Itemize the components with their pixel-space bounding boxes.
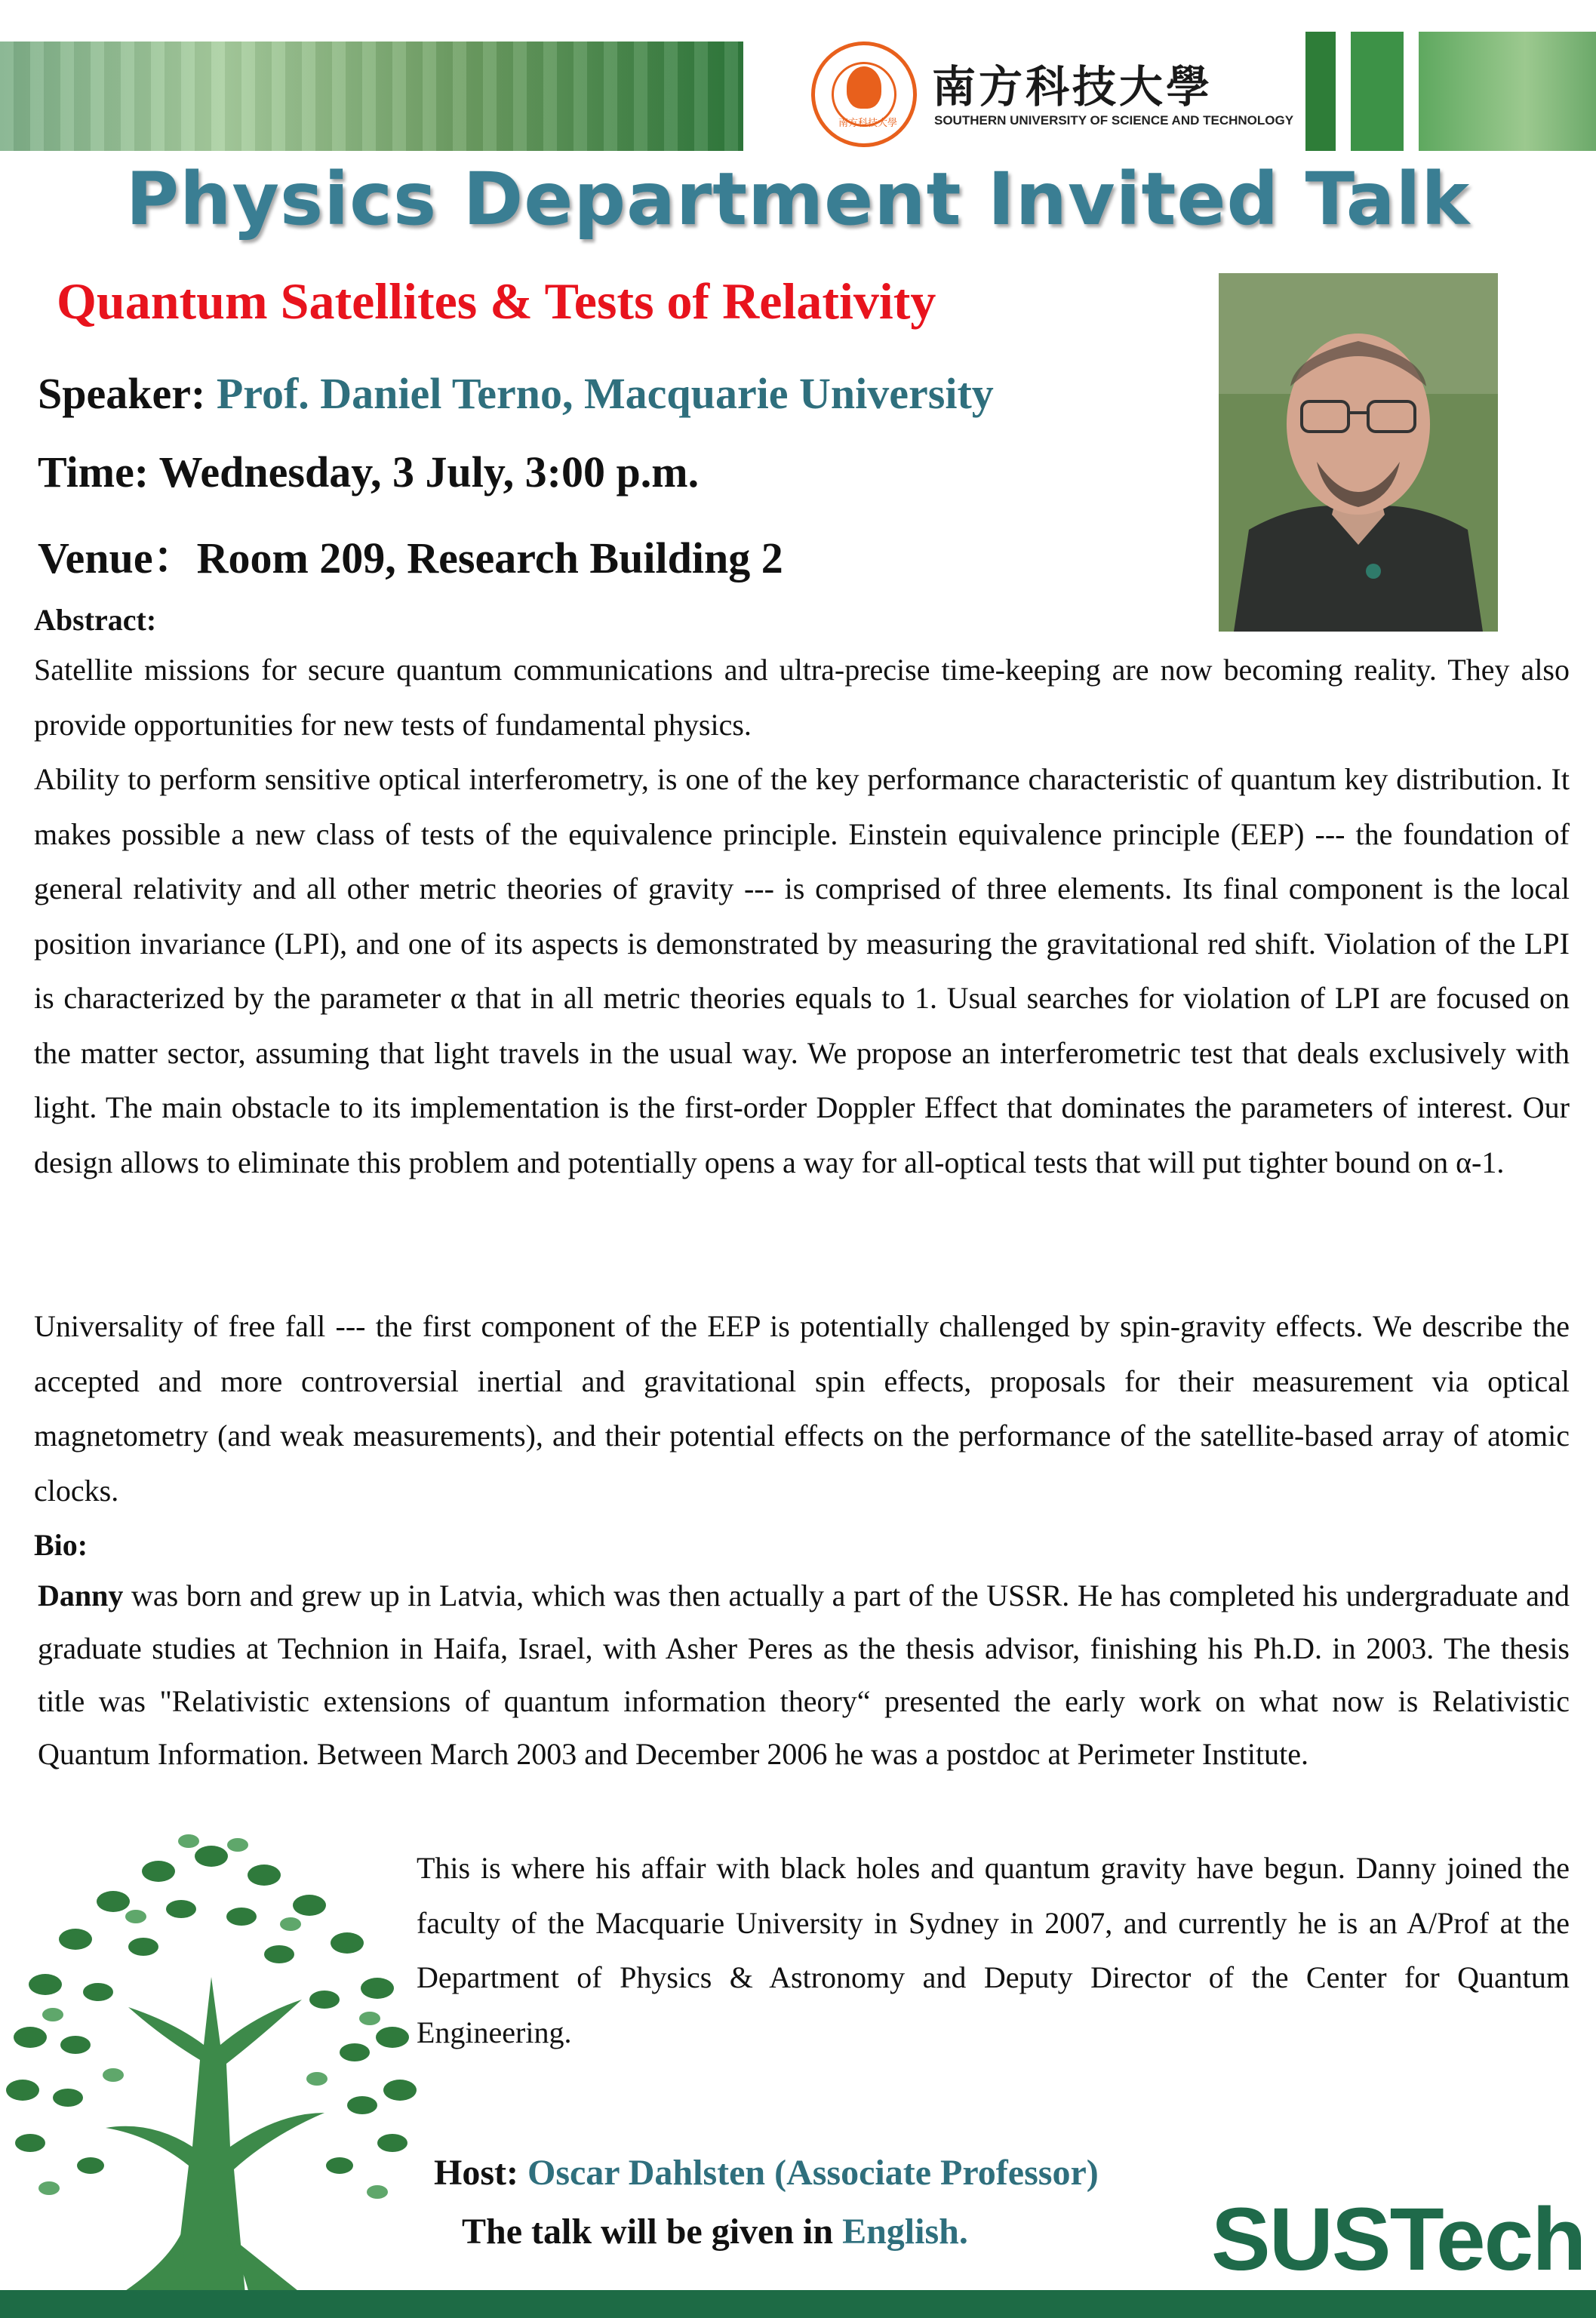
language-value: English. [842,2212,968,2252]
bio-heading: Bio: [34,1528,88,1562]
seal-text: 南方科技大學 [838,118,897,129]
speaker-label: Speaker: [38,369,206,418]
time-value: Wednesday, 3 July, 3:00 p.m. [158,447,700,496]
bio-text: was born and grew up in Latvia, which was then actually a part of the USSR. He has completed his undergraduate and graduate studies at Technion in Haifa, Israel, with Asher Peres as the thesis advisor, finishing his Ph.D. in 2003. The thesis title was "Relativistic extensions of quantum information theory“ presented the early work on what now is Relativistic Quantum Information. Between March 2003 and December 2006 he was a postdoc at Perimeter Institute. [38,1579,1570,1771]
university-seal-logo [811,42,917,147]
header-banner-right [1419,32,1596,151]
time-line [38,447,699,497]
abstract-heading: Abstract: [34,603,157,637]
venue-line [38,522,783,586]
page-title: Physics Department Invited Talk [125,157,1471,241]
host-line [434,2152,1099,2193]
abstract-paragraph: Satellite missions for secure quantum communications and ultra-precise time-keeping are now becoming reality. They also provide opportunities for new tests of fundamental physics. [34,653,1570,742]
speaker-line [38,368,994,419]
talk-title: Quantum Satellites & Tests of Relativity [57,272,936,330]
host-value: Oscar Dahlsten (Associate Professor) [527,2153,1099,2193]
sustech-logo: SUSTech [1211,2190,1585,2289]
university-name-cn: 南方科技大學 [932,61,1213,112]
time-label: Time: [38,447,149,496]
host-label: Host: [434,2153,518,2193]
abstract-paragraph: Ability to perform sensitive optical interferometry, is one of the key performance characteristic of quantum key distribution. It makes possible a new class of tests of the equivalence principle. Einstein equivalence principle (EEP) --- the foundation of general relativity and all other metric theories of gravity --- is comprised of three elements. Its final component is the local position invariance (LPI), and one of its aspects is demonstrated by measuring the gravitational red shift. Violation of the LPI is characterized by the parameter α that in all metric theories equals to 1. Usual searches for violation of LPI are focused on the matter sector, assuming that light travels in the usual way. We propose an interferometric test that deals exclusively with light. The main obstacle to its implementation is the first-order Doppler Effect that dominates the parameters of interest. Our design allows to eliminate this problem and potentially opens a way for all-optical tests that will put tighter bound on α-1. [34,762,1570,1179]
tree-illustration [0,1811,423,2294]
venue-label: Venue： [38,533,197,583]
speaker-value: Prof. Daniel Terno, Macquarie University [216,369,994,418]
header-banner-left [0,42,743,151]
bio-paragraph-continued: This is where his affair with black holes and quantum gravity have begun. Danny joined the faculty of the Macquarie University in Sydney in 2007, and currently he is an A/Prof at the Department of Physics & Astronomy and Deputy Director of the Center for Quantum Engineering. [417,1851,1570,2049]
speaker-photo [1219,273,1498,632]
header-stripe [1351,32,1404,151]
venue-value: Room 209, Research Building 2 [196,533,783,583]
university-name-en: SOUTHERN UNIVERSITY OF SCIENCE AND TECHNOLOGY [934,113,1294,128]
language-line [462,2211,968,2252]
bio-name: Danny [38,1579,124,1612]
bio-paragraph [38,1569,1570,1781]
header-stripe [1305,32,1336,151]
abstract-paragraph: Universality of free fall --- the first component of the EEP is potentially challenged by spin-gravity effects. We describe the accepted and more controversial inertial and gravitational spin effects, proposals for their measurement via optical magnetometry (and weak measurements), and their potential effects on the performance of the satellite-based array of atomic clocks. [34,1309,1570,1508]
language-prefix: The talk will be given in [462,2212,834,2252]
footer-bar [0,2290,1596,2318]
torch-icon [847,66,881,109]
